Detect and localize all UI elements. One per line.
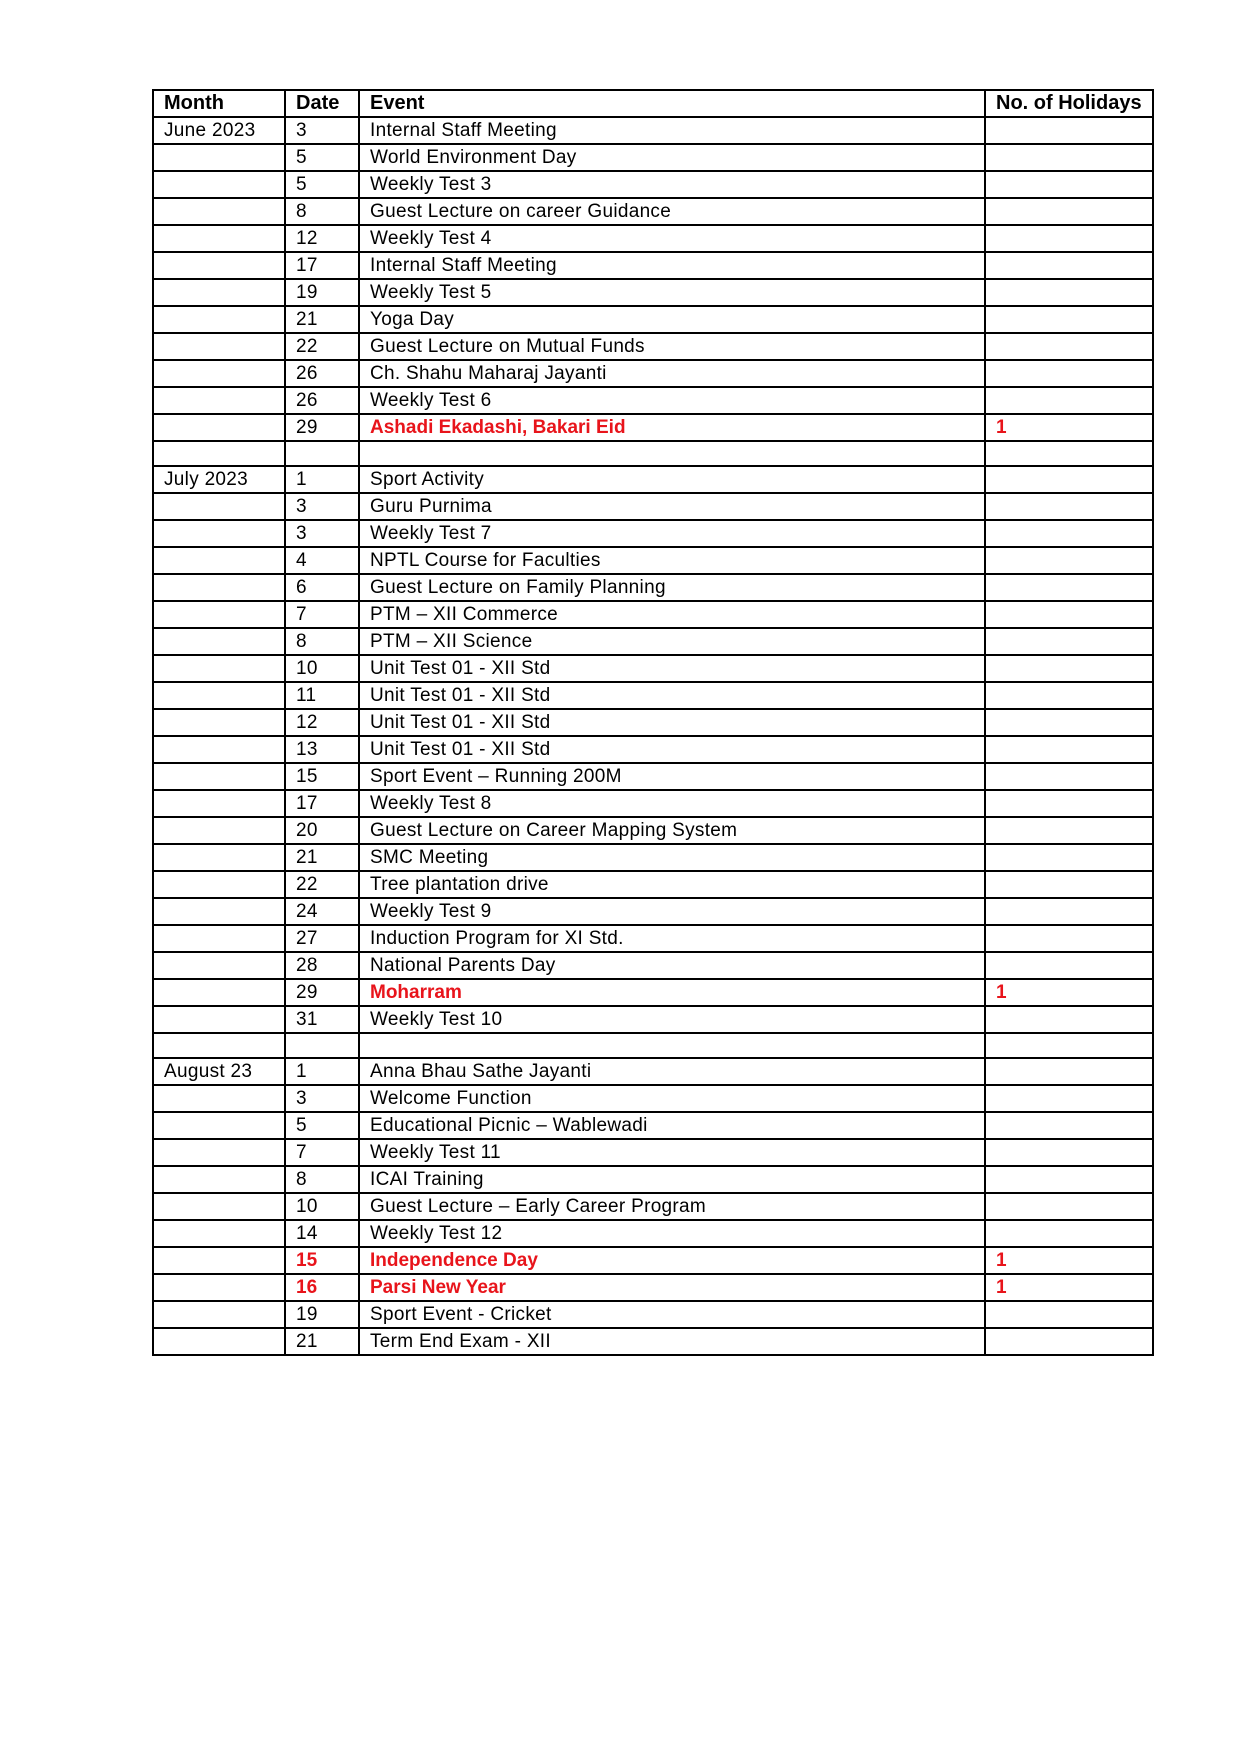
event-cell: Weekly Test 7 [359, 520, 985, 547]
holidays-cell [985, 871, 1153, 898]
event-cell: Weekly Test 3 [359, 171, 985, 198]
holidays-cell: 1 [985, 1247, 1153, 1274]
table-row [153, 1274, 1153, 1301]
table-row [153, 252, 1153, 279]
holidays-cell [985, 925, 1153, 952]
table-row [153, 790, 1153, 817]
date-cell: 16 [285, 1274, 359, 1301]
date-cell: 12 [285, 709, 359, 736]
calendar-rows [153, 117, 1153, 1355]
holidays-cell [985, 1301, 1153, 1328]
month-cell [153, 520, 285, 547]
event-cell: Weekly Test 9 [359, 898, 985, 925]
table-row [153, 1247, 1153, 1274]
table-row [153, 414, 1153, 441]
date-cell: 26 [285, 387, 359, 414]
date-cell: 21 [285, 306, 359, 333]
date-cell: 7 [285, 1139, 359, 1166]
month-cell: June 2023 [153, 117, 285, 144]
date-cell: 8 [285, 198, 359, 225]
holidays-cell [985, 387, 1153, 414]
date-cell: 20 [285, 817, 359, 844]
table-row [153, 655, 1153, 682]
month-cell [153, 333, 285, 360]
holidays-cell: 1 [985, 1274, 1153, 1301]
table-row [153, 225, 1153, 252]
table-row [153, 144, 1153, 171]
table-row [153, 441, 1153, 466]
date-cell: 3 [285, 493, 359, 520]
month-cell [153, 628, 285, 655]
month-cell [153, 1112, 285, 1139]
holidays-cell [985, 574, 1153, 601]
event-cell: Weekly Test 10 [359, 1006, 985, 1033]
event-cell: Internal Staff Meeting [359, 117, 985, 144]
event-cell: Unit Test 01 - XII Std [359, 736, 985, 763]
event-cell: Educational Picnic – Wablewadi [359, 1112, 985, 1139]
date-cell: 1 [285, 1058, 359, 1085]
date-cell: 5 [285, 171, 359, 198]
holidays-cell [985, 763, 1153, 790]
date-cell: 10 [285, 655, 359, 682]
date-cell: 27 [285, 925, 359, 952]
table-row [153, 898, 1153, 925]
month-cell [153, 1247, 285, 1274]
table-row [153, 709, 1153, 736]
date-cell: 12 [285, 225, 359, 252]
event-cell: Guest Lecture on Family Planning [359, 574, 985, 601]
holidays-cell [985, 333, 1153, 360]
event-cell: PTM – XII Commerce [359, 601, 985, 628]
holidays-cell [985, 252, 1153, 279]
date-cell: 11 [285, 682, 359, 709]
holidays-cell [985, 628, 1153, 655]
month-cell [153, 1301, 285, 1328]
holidays-cell [985, 1220, 1153, 1247]
month-cell [153, 844, 285, 871]
event-cell: National Parents Day [359, 952, 985, 979]
table-row [153, 1033, 1153, 1058]
holidays-cell [985, 655, 1153, 682]
table-row [153, 871, 1153, 898]
month-cell [153, 493, 285, 520]
month-cell [153, 655, 285, 682]
holidays-cell [985, 520, 1153, 547]
event-cell: Unit Test 01 - XII Std [359, 709, 985, 736]
date-cell: 13 [285, 736, 359, 763]
month-cell [153, 871, 285, 898]
month-cell [153, 225, 285, 252]
event-cell: Weekly Test 5 [359, 279, 985, 306]
table-row [153, 763, 1153, 790]
event-cell: Weekly Test 11 [359, 1139, 985, 1166]
month-cell [153, 682, 285, 709]
table-row [153, 682, 1153, 709]
month-cell [153, 387, 285, 414]
table-row [153, 387, 1153, 414]
event-cell: World Environment Day [359, 144, 985, 171]
event-cell: Sport Activity [359, 466, 985, 493]
holidays-cell [985, 547, 1153, 574]
month-cell [153, 1085, 285, 1112]
date-cell: 5 [285, 1112, 359, 1139]
table-row [153, 979, 1153, 1006]
event-cell: Moharram [359, 979, 985, 1006]
month-cell [153, 198, 285, 225]
holidays-cell [985, 844, 1153, 871]
holidays-column-header: No. of Holidays [985, 90, 1153, 117]
month-cell [153, 601, 285, 628]
holidays-cell [985, 1193, 1153, 1220]
holidays-cell [985, 225, 1153, 252]
month-cell: July 2023 [153, 466, 285, 493]
event-cell [359, 441, 985, 466]
date-cell: 15 [285, 1247, 359, 1274]
holidays-cell [985, 198, 1153, 225]
table-row [153, 925, 1153, 952]
date-cell: 1 [285, 466, 359, 493]
holidays-cell [985, 682, 1153, 709]
date-cell: 21 [285, 1328, 359, 1355]
table-row [153, 844, 1153, 871]
date-cell: 19 [285, 1301, 359, 1328]
date-cell: 19 [285, 279, 359, 306]
event-cell: Guest Lecture on Career Mapping System [359, 817, 985, 844]
event-cell [359, 1033, 985, 1058]
academic-calendar-table [152, 89, 1154, 1356]
date-cell: 3 [285, 1085, 359, 1112]
event-cell: Induction Program for XI Std. [359, 925, 985, 952]
holidays-cell [985, 171, 1153, 198]
table-row [153, 520, 1153, 547]
month-cell [153, 1139, 285, 1166]
month-cell [153, 736, 285, 763]
date-cell: 3 [285, 520, 359, 547]
date-cell: 5 [285, 144, 359, 171]
date-cell: 22 [285, 333, 359, 360]
date-cell: 24 [285, 898, 359, 925]
month-cell [153, 574, 285, 601]
event-cell: Tree plantation drive [359, 871, 985, 898]
table-row [153, 952, 1153, 979]
month-cell [153, 1166, 285, 1193]
holidays-cell [985, 736, 1153, 763]
month-cell [153, 1033, 285, 1058]
holidays-cell [985, 441, 1153, 466]
month-cell [153, 144, 285, 171]
table-row [153, 493, 1153, 520]
event-cell: Sport Event - Cricket [359, 1301, 985, 1328]
date-cell: 3 [285, 117, 359, 144]
date-cell: 8 [285, 628, 359, 655]
table-row [153, 1166, 1153, 1193]
holidays-cell [985, 493, 1153, 520]
date-cell: 31 [285, 1006, 359, 1033]
event-cell: Unit Test 01 - XII Std [359, 655, 985, 682]
month-cell [153, 547, 285, 574]
event-cell: Weekly Test 12 [359, 1220, 985, 1247]
month-cell [153, 441, 285, 466]
date-cell: 10 [285, 1193, 359, 1220]
table-row [153, 279, 1153, 306]
holidays-cell: 1 [985, 979, 1153, 1006]
table-row [153, 360, 1153, 387]
table-header-row [153, 90, 1153, 117]
event-column-header: Event [359, 90, 985, 117]
month-cell [153, 1006, 285, 1033]
event-cell: PTM – XII Science [359, 628, 985, 655]
holidays-cell: 1 [985, 414, 1153, 441]
holidays-cell [985, 144, 1153, 171]
table-row [153, 574, 1153, 601]
table-row [153, 628, 1153, 655]
date-column-header: Date [285, 90, 359, 117]
holidays-cell [985, 1085, 1153, 1112]
event-cell: Unit Test 01 - XII Std [359, 682, 985, 709]
holidays-cell [985, 279, 1153, 306]
table-row [153, 171, 1153, 198]
date-cell: 14 [285, 1220, 359, 1247]
holidays-cell [985, 1328, 1153, 1355]
holidays-cell [985, 117, 1153, 144]
holidays-cell [985, 709, 1153, 736]
event-cell: Sport Event – Running 200M [359, 763, 985, 790]
month-cell [153, 414, 285, 441]
table-row [153, 736, 1153, 763]
month-cell [153, 979, 285, 1006]
holidays-cell [985, 306, 1153, 333]
event-cell: Weekly Test 4 [359, 225, 985, 252]
month-cell [153, 790, 285, 817]
holidays-cell [985, 466, 1153, 493]
month-cell [153, 279, 285, 306]
holidays-cell [985, 898, 1153, 925]
table-row [153, 1220, 1153, 1247]
holidays-cell [985, 952, 1153, 979]
table-row [153, 1328, 1153, 1355]
month-cell [153, 1220, 285, 1247]
table-row [153, 198, 1153, 225]
event-cell: Independence Day [359, 1247, 985, 1274]
table-row [153, 1006, 1153, 1033]
month-cell [153, 171, 285, 198]
table-row [153, 1058, 1153, 1085]
month-cell [153, 306, 285, 333]
month-cell: August 23 [153, 1058, 285, 1085]
event-cell: Anna Bhau Sathe Jayanti [359, 1058, 985, 1085]
event-cell: ICAI Training [359, 1166, 985, 1193]
month-cell [153, 360, 285, 387]
holidays-cell [985, 1166, 1153, 1193]
date-cell: 4 [285, 547, 359, 574]
event-cell: Ch. Shahu Maharaj Jayanti [359, 360, 985, 387]
month-cell [153, 925, 285, 952]
holidays-cell [985, 1006, 1153, 1033]
month-cell [153, 763, 285, 790]
event-cell: Term End Exam - XII [359, 1328, 985, 1355]
holidays-cell [985, 817, 1153, 844]
event-cell: Yoga Day [359, 306, 985, 333]
month-cell [153, 952, 285, 979]
event-cell: Weekly Test 6 [359, 387, 985, 414]
holidays-cell [985, 1112, 1153, 1139]
table-row [153, 1193, 1153, 1220]
holidays-cell [985, 1058, 1153, 1085]
month-cell [153, 709, 285, 736]
date-cell: 17 [285, 252, 359, 279]
date-cell: 8 [285, 1166, 359, 1193]
event-cell: Ashadi Ekadashi, Bakari Eid [359, 414, 985, 441]
date-cell: 29 [285, 979, 359, 1006]
date-cell: 29 [285, 414, 359, 441]
holidays-cell [985, 790, 1153, 817]
event-cell: Weekly Test 8 [359, 790, 985, 817]
event-cell: Parsi New Year [359, 1274, 985, 1301]
event-cell: Guest Lecture on career Guidance [359, 198, 985, 225]
date-cell: 21 [285, 844, 359, 871]
month-cell [153, 1274, 285, 1301]
event-cell: SMC Meeting [359, 844, 985, 871]
date-cell: 17 [285, 790, 359, 817]
event-cell: Internal Staff Meeting [359, 252, 985, 279]
event-cell: Guest Lecture – Early Career Program [359, 1193, 985, 1220]
month-cell [153, 1328, 285, 1355]
event-cell: NPTL Course for Faculties [359, 547, 985, 574]
date-cell: 22 [285, 871, 359, 898]
table-row [153, 1301, 1153, 1328]
holidays-cell [985, 601, 1153, 628]
month-cell [153, 817, 285, 844]
table-row [153, 466, 1153, 493]
table-row [153, 601, 1153, 628]
month-column-header: Month [153, 90, 285, 117]
event-cell: Welcome Function [359, 1085, 985, 1112]
date-cell: 6 [285, 574, 359, 601]
table-row [153, 817, 1153, 844]
date-cell: 7 [285, 601, 359, 628]
date-cell: 26 [285, 360, 359, 387]
table-row [153, 117, 1153, 144]
holidays-cell [985, 360, 1153, 387]
holidays-cell [985, 1033, 1153, 1058]
table-row [153, 1112, 1153, 1139]
month-cell [153, 898, 285, 925]
month-cell [153, 1193, 285, 1220]
table-row [153, 306, 1153, 333]
table-row [153, 1085, 1153, 1112]
table-row [153, 333, 1153, 360]
holidays-cell [985, 1139, 1153, 1166]
date-cell [285, 1033, 359, 1058]
date-cell: 15 [285, 763, 359, 790]
date-cell: 28 [285, 952, 359, 979]
date-cell [285, 441, 359, 466]
table-row [153, 1139, 1153, 1166]
event-cell: Guest Lecture on Mutual Funds [359, 333, 985, 360]
month-cell [153, 252, 285, 279]
table-row [153, 547, 1153, 574]
event-cell: Guru Purnima [359, 493, 985, 520]
